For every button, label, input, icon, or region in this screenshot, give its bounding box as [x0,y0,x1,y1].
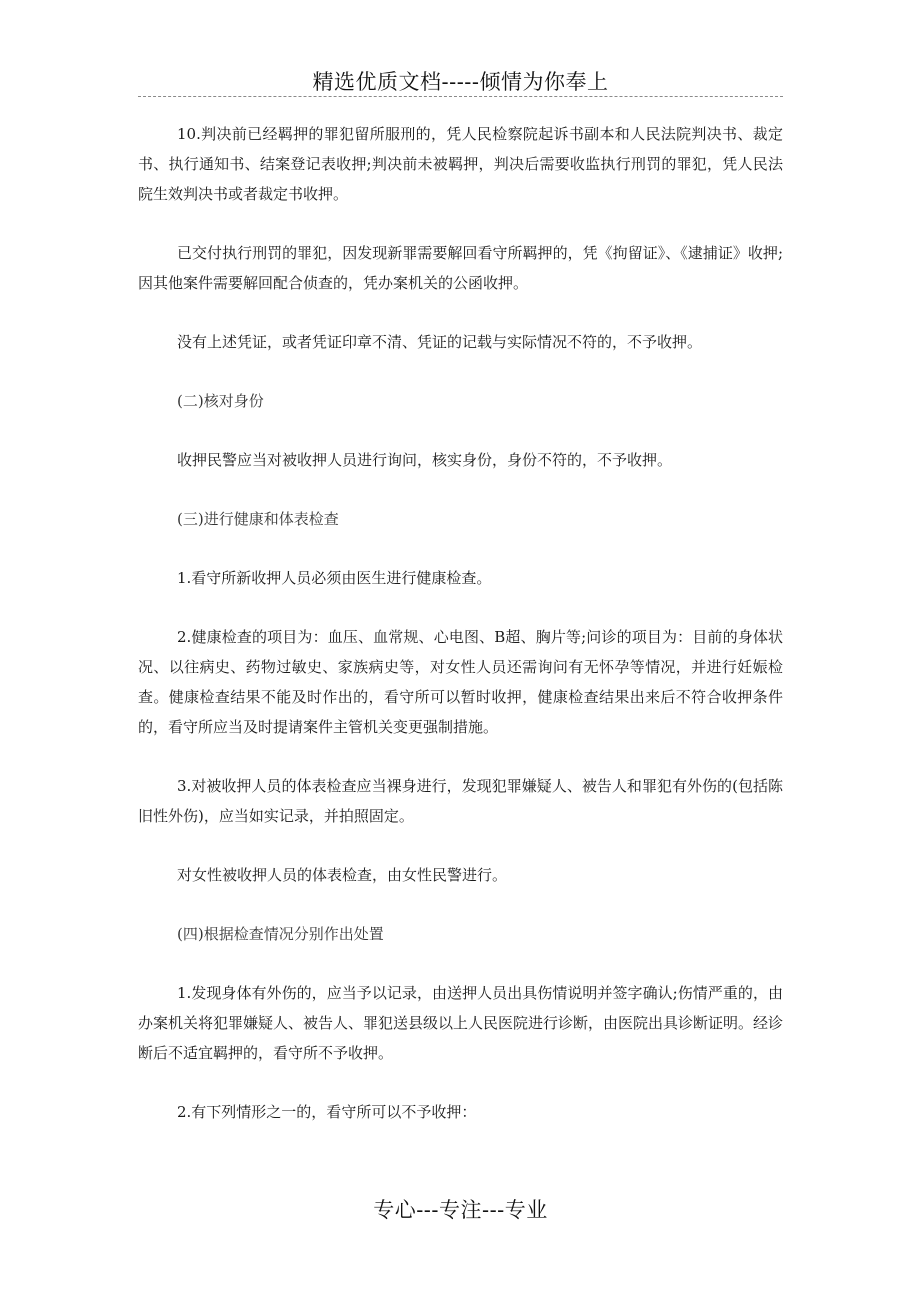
header-divider [138,96,783,97]
paragraph-body-check-3: 3.对被收押人员的体表检查应当裸身进行，发现犯罪嫌疑人、被告人和罪犯有外伤的(包括陈旧性外伤)，应当如实记录，并拍照固定。 [138,777,783,825]
section-heading-health-check: (三)进行健康和体表检查 [177,510,339,528]
paragraph-health-check-2: 2.健康检查的项目为：血压、血常规、心电图、B超、胸片等;问诊的项目为：目前的身体状况、以往病史、药物过敏史、家族病史等，对女性人员还需询问有无怀孕等情况，并进行妊娠检查。健康检查结果不能及时作出的，看守所可以暂时收押，健康检查结果出来后不符合收押条件的，看守所应当及时提请案件主管机关变更强制措施。 [138,628,783,736]
paragraph-new-crime-return: 已交付执行刑罚的罪犯，因发现新罪需要解回看守所羁押的，凭《拘留证》、《逮捕证》收押;因其他案件需要解回配合侦查的，凭办案机关的公函收押。 [138,244,783,292]
section-heading-verify-identity: (二)核对身份 [177,392,264,410]
paragraph-identity-check: 收押民警应当对被收押人员进行询问，核实身份，身份不符的，不予收押。 [177,451,673,469]
paragraph-injury-handling-1: 1.发现身体有外伤的，应当予以记录，由送押人员出具伤情说明并签字确认;伤情严重的，由办案机关将犯罪嫌疑人、被告人、罪犯送县级以上人民医院进行诊断，由医院出具诊断证明。经诊断后不适宜羁押的，看守所不予收押。 [138,984,784,1062]
document-body [138,119,783,1156]
paragraph-refusal-conditions-2: 2.有下列情形之一的，看守所可以不予收押： [177,1103,477,1121]
paragraph-intake-vouchers: 10.判决前已经羁押的罪犯留所服刑的，凭人民检察院起诉书副本和人民法院判决书、裁定书、执行通知书、结案登记表收押;判决前未被羁押，判决后需要收监执行刑罚的罪犯，凭人民法院生效判决书或者裁定书收押。 [138,125,783,203]
paragraph-female-check: 对女性被收押人员的体表检查，由女性民警进行。 [177,866,508,884]
page-header-title: 精选优质文档-----倾情为你奉上 [312,70,609,94]
paragraph-no-voucher-rejection: 没有上述凭证，或者凭证印章不清、凭证的记载与实际情况不符的，不予收押。 [177,333,703,351]
section-heading-disposition: (四)根据检查情况分别作出处置 [177,925,384,943]
page-footer-text: 专心---专注---专业 [373,1198,548,1222]
paragraph-health-check-1: 1.看守所新收押人员必须由医生进行健康检查。 [177,569,492,587]
